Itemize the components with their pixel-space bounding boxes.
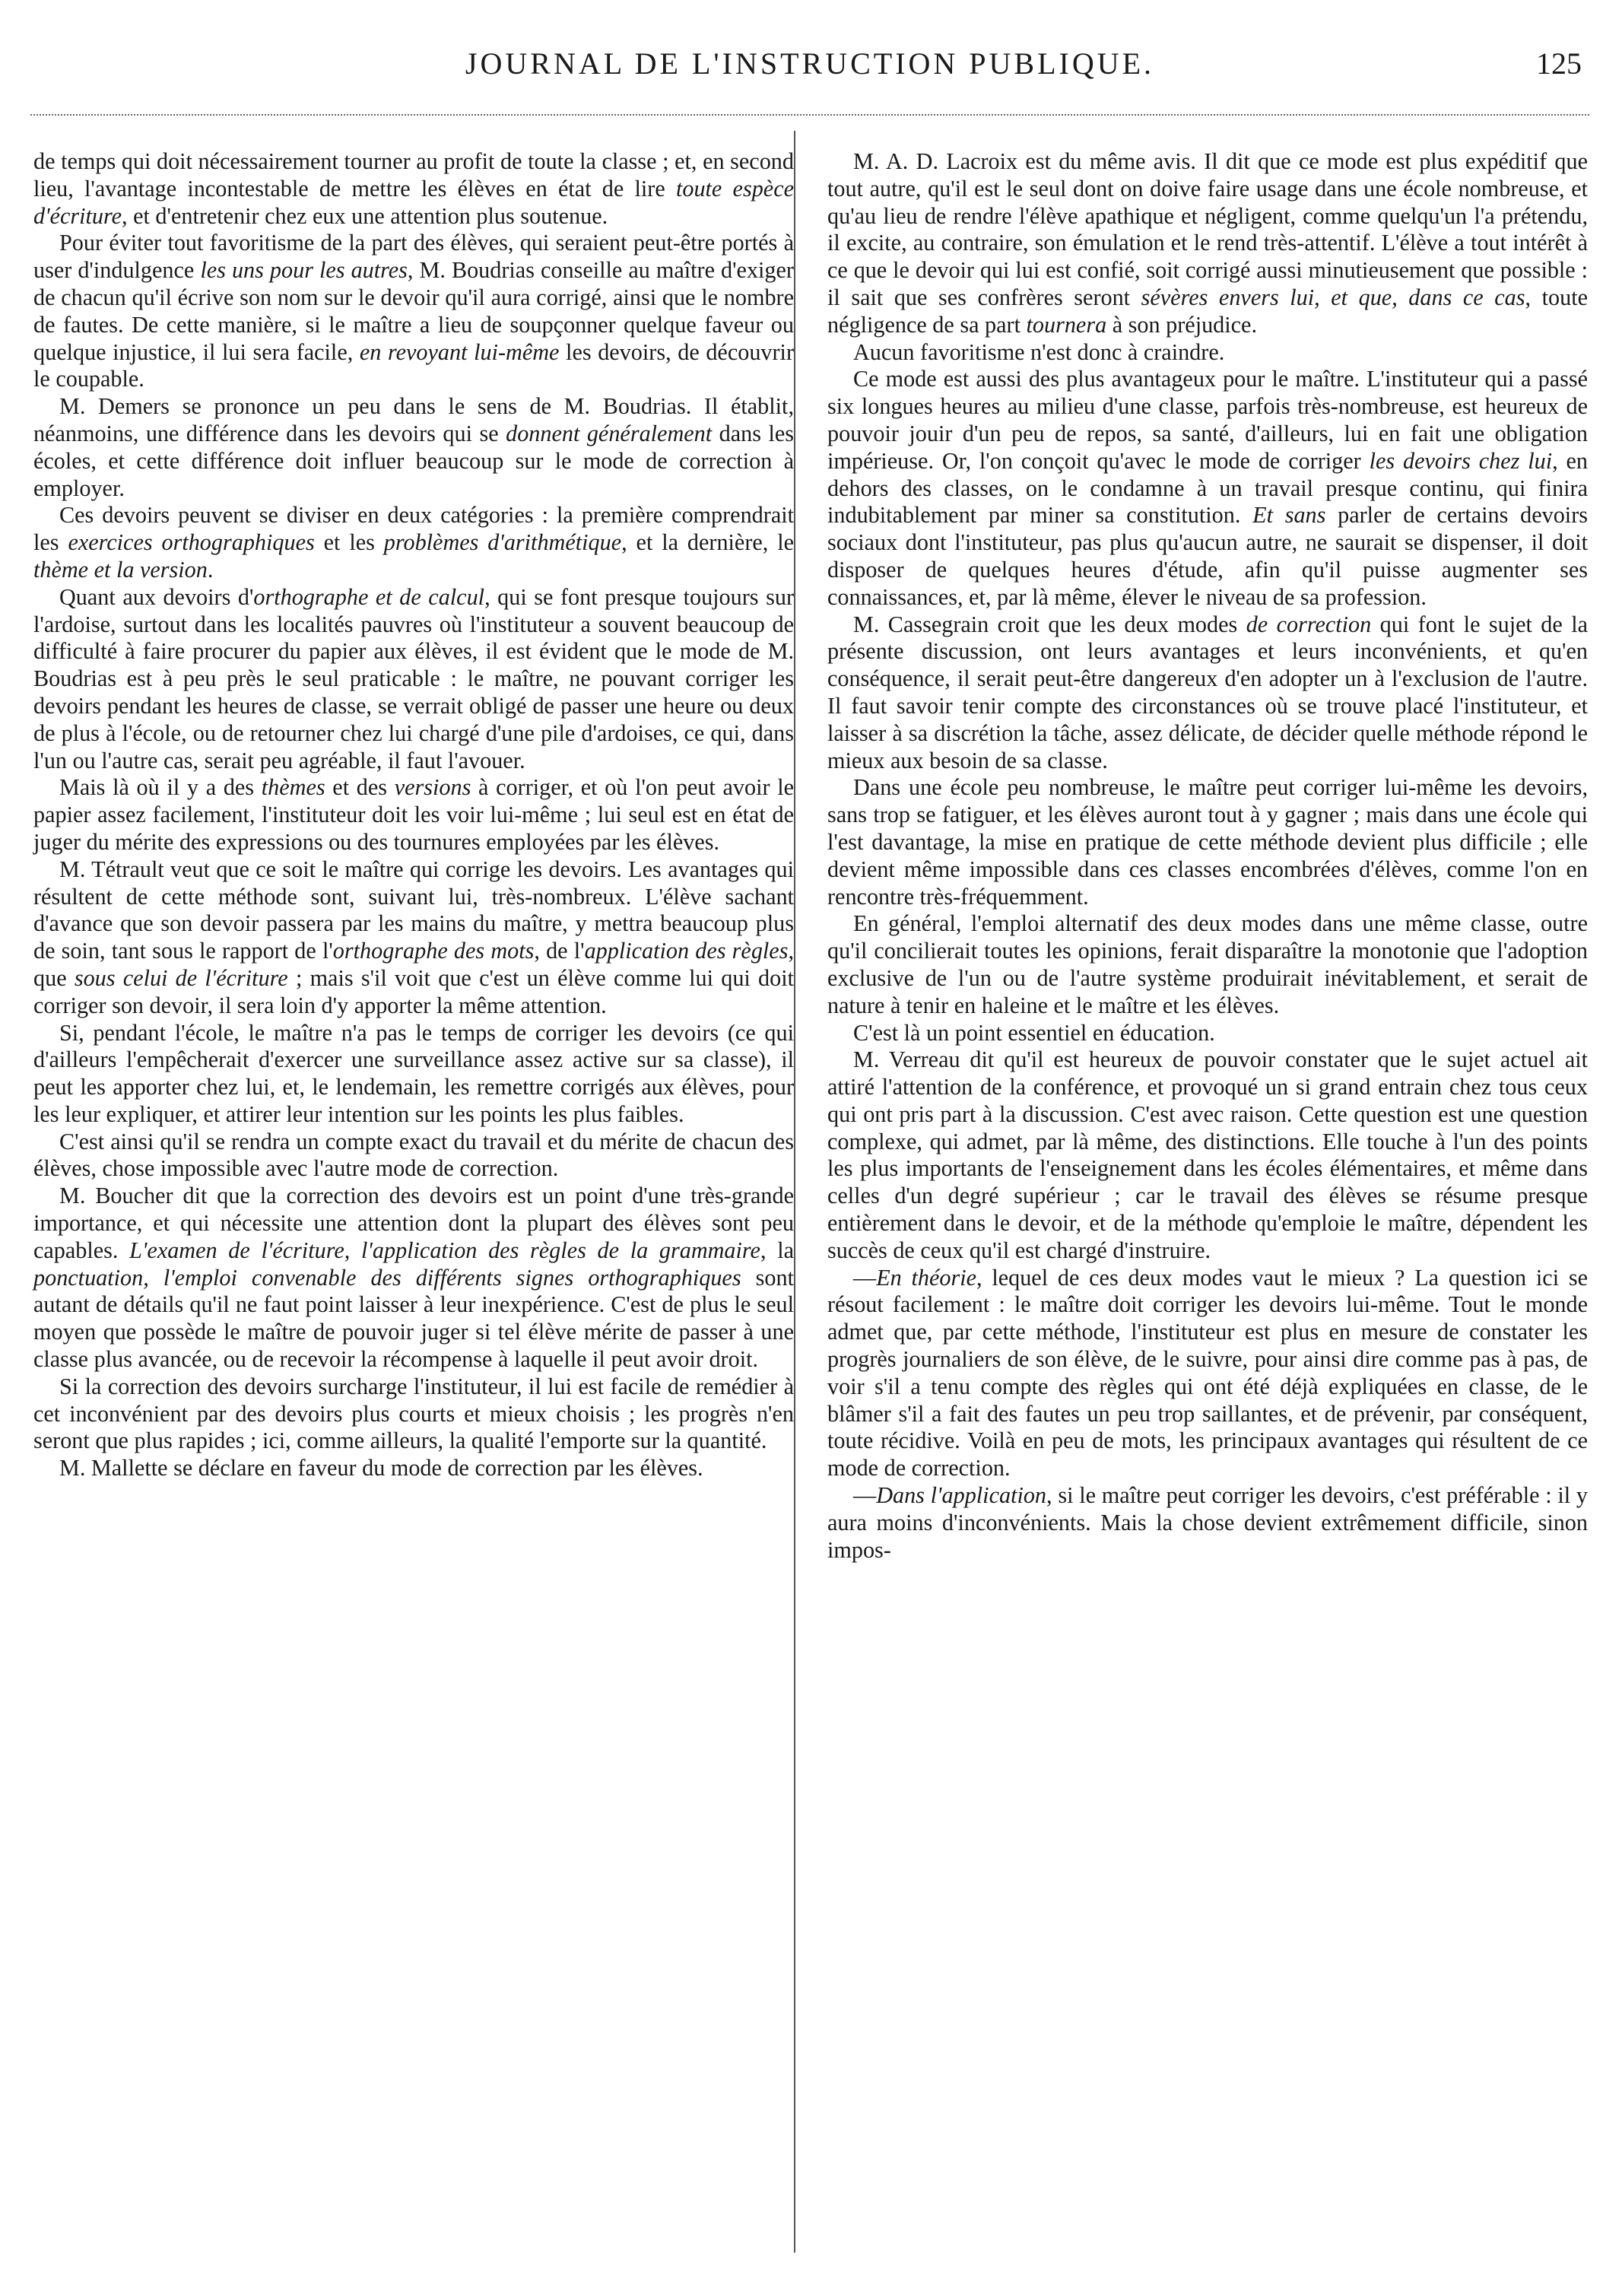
text-segment: , et d'entretenir chez eux une attention plus soutenue. (122, 202, 608, 229)
text-segment: , M. Boudrias conseille au maître d'exiger de chacun qu'il écrive son nom sur le devoir qu'il aura corrigé, ainsi que le nombre de fautes. De cette manière, si le maître a lieu de soupçonner quelque faveur ou quelque injustice, il lui sera facile, (33, 257, 794, 365)
italic-text: thème et la version (33, 556, 208, 583)
text-segment: Si, pendant l'école, le maître n'a pas le temps de corriger les devoirs (ce qui d'ailleurs l'empêcherait d'exercer une surveillance assez active sur sa classe), il peut les apporter chez lui, et, le lendemain, les remettre corrigés aux élèves, pour les leur expliquer, et attirer leur intention sur les points les plus faibles. (33, 1019, 794, 1127)
italic-text: les uns pour les autres (200, 257, 408, 284)
text-segment: , qui se font presque toujours sur l'ardoise, surtout dans les localités pauvres où l'instituteur a souvent beaucoup de difficulté à faire procurer du papier aux élèves, il est évident que le mode de M. Boudrias est à peu près le seul praticable : le maître, ne pouvant corriger les devoirs pendant les heures de classe, se verrait obligé de passer une heure ou deux de plus à l'école, ou de retourner chez lui chargé d'une pile d'ardoises, ce qui, dans l'un ou l'autre cas, serait peu agréable, il faut l'avouer. (33, 583, 794, 773)
italic-text: sévères envers lui, et que, dans ce cas (1141, 284, 1525, 310)
header-rule (30, 114, 1589, 116)
paragraph (827, 1482, 1588, 1564)
running-title: JOURNAL DE L'INSTRUCTION PUBLIQUE. (465, 46, 1155, 81)
text-segment: Ces devoirs peuvent se diviser en deux catégories : la première comprendrait les (33, 502, 794, 556)
italic-text: tournera (1026, 311, 1107, 338)
text-segment: — (853, 1264, 877, 1291)
paragraph (33, 584, 794, 775)
italic-text: versions (394, 774, 471, 801)
text-segment: M. Cassegrain croit que les deux modes (853, 611, 1246, 637)
paragraph (33, 1020, 794, 1129)
text-segment: , que (33, 938, 794, 991)
text-segment: M. Verreau dit qu'il est heureux de pouvoir constater que le sujet actuel ait attiré l'attention de la conférence, et provoqué un si grand entrain chez tous ceux qui ont pris part à la discussion. C'est avec raison. Cette question est une question complexe, qui admet, par là même, des distinctions. Elle touche à l'un des points les plus importants de l'enseignement dans les écoles élémentaires, et même dans celles d'un degré supérieur ; car le travail des élèves se résume presque entièrement dans le devoir, et de la méthode qu'emploie le maître, dépendent les succès de ceux qu'il est chargé d'instruire. (827, 1046, 1588, 1263)
text-segment: Ce mode est aussi des plus avantageux pour le maître. L'instituteur qui a passé six longues heures au milieu d'une classe, parfois très-nombreuse, est heureux de pouvoir jouir d'un peu de repos, sa santé, d'ailleurs, lui en fait une obligation impérieuse. Or, l'on conçoit qu'avec le mode de corriger (827, 366, 1588, 474)
text-segment: parler de certains devoirs sociaux dont l'instituteur, pas plus qu'aucun autre, ne saurait se dispenser, il doit disposer de quelques heures d'étude, afin qu'il puisse augmenter ses connaissances, et, par là même, élever le niveau de sa profession. (827, 502, 1588, 610)
text-segment: , la (760, 1237, 794, 1263)
italic-text: L'examen de l'écriture, l'application des règles de la grammaire (129, 1237, 760, 1263)
italic-text: les devoirs chez lui (1369, 447, 1553, 474)
italic-text: donnent généralement (506, 420, 713, 446)
italic-text: sous celui de l'écriture (74, 964, 288, 991)
text-segment: . (207, 556, 214, 583)
text-segment: Dans une école peu nombreuse, le maître peut corriger lui-même les devoirs, sans trop se fatiguer, et les élèves auront tout à y gagner ; mais dans une école qui l'est davantage, la mise en pratique de cette méthode devient plus difficile ; elle devient même impossible dans ces classes encombrées d'élèves, comme l'on en rencontre très-fréquemment. (827, 774, 1588, 910)
text-segment: de temps qui doit nécessairement tourner au profit de toute la classe ; et, en second lieu, l'avantage incontestable de mettre les élèves en état de lire (33, 148, 794, 202)
text-segment: sont autant de détails qu'il ne faut point laisser à leur inexpérience. C'est de plus le seul moyen que possède le maître de pouvoir juger si tel élève mérite de passer à une classe plus avancée, ou de recevoir la récompense à laquelle il peut avoir droit. (33, 1264, 794, 1373)
paragraph (33, 1373, 794, 1455)
paragraph (827, 774, 1588, 910)
text-segment: , toute négligence de sa part (827, 284, 1588, 338)
text-segment: M. Boucher dit que la correction des devoirs est un point d'une très-grande importance, et qui nécessite une attention dont la plupart des élèves sont peu capables. (33, 1183, 794, 1263)
text-segment: — (853, 1482, 877, 1509)
text-segment: Si la correction des devoirs surcharge l'instituteur, il lui est facile de remédier à cet inconvénient par des devoirs plus courts et mieux choisis ; les progrès n'en seront que plus rapides ; ici, comme ailleurs, la qualité l'emporte sur la quantité. (33, 1373, 794, 1454)
italic-text: Dans l'application (876, 1482, 1047, 1509)
text-segment: M. Tétrault veut que ce soit le maître qui corrige les devoirs. Les avantages qui résultent de cette méthode sont, suivant lui, très-nombreux. L'élève sachant d'avance que son devoir passera par les mains du maître, y mettra beaucoup plus de soin, tant sous le rapport de l' (33, 856, 794, 964)
paragraph (33, 1129, 794, 1183)
italic-text: ponctuation, l'emploi convenable des différents signes orthographiques (33, 1264, 741, 1291)
italic-text: de correction (1246, 611, 1372, 637)
paragraph (827, 366, 1588, 611)
paragraph (827, 148, 1588, 339)
italic-text: exercices orthographiques (68, 529, 315, 556)
paragraph (827, 1265, 1588, 1482)
right-column (827, 148, 1588, 1564)
text-segment: M. Mallette se déclare en faveur du mode de correction par les élèves. (59, 1455, 703, 1481)
text-segment: qui font le sujet de la présente discussion, ont leurs avantages et leurs inconvénients, et qu'en conséquence, il serait peut-être dangereux d'en adopter un à l'exclusion de l'autre. Il faut savoir tenir compte des circonstances où se trouve placé l'instituteur, et laisser à sa discrétion la tâche, assez délicate, de décider quelle méthode répond le mieux aux besoin de sa classe. (827, 611, 1589, 773)
paragraph (827, 611, 1588, 775)
text-segment: , et la dernière, le (621, 529, 794, 556)
italic-text: orthographe des mots (332, 938, 535, 964)
text-segment: Pour éviter tout favoritisme de la part des élèves, qui seraient peut-être portés à user d'indulgence (33, 230, 794, 284)
text-segment: En général, l'emploi alternatif des deux modes dans une même classe, outre qu'il concilierait toutes les opinions, ferait disparaître la monotonie que l'adoption exclusive de l'un ou de l'autre système produirait inévitablement, et serait de nature à tenir en haleine et le maître et les élèves. (827, 910, 1588, 1018)
text-segment: ; mais s'il voit que c'est un élève comme lui qui doit corriger son devoir, il sera loin d'y apporter la même attention. (33, 964, 795, 1018)
page-number: 125 (1536, 46, 1582, 81)
paragraph (827, 339, 1588, 367)
text-segment: Aucun favoritisme n'est donc à craindre. (853, 338, 1225, 365)
page-header (30, 46, 1589, 91)
text-segment: les devoirs, de découvrir le coupable. (33, 338, 795, 392)
paragraph (33, 230, 794, 393)
text-segment: C'est ainsi qu'il se rendra un compte exact du travail et du mérite de chacun des élèves, chose impossible avec l'autre mode de correction. (33, 1128, 794, 1182)
italic-text: en revoyant lui-même (359, 338, 560, 365)
column-rule (794, 131, 795, 2253)
text-segment: et des (325, 774, 395, 801)
paragraph (33, 148, 794, 230)
text-segment: dans les écoles, et cette différence doit influer beaucoup sur le mode de correction à employer. (33, 420, 794, 501)
paragraph (827, 1020, 1588, 1047)
text-segment: à corriger, et où l'on peut avoir le papier assez facilement, l'instituteur doit les voir lui-même ; lui seul est en état de juger du mérite des expressions ou des tournures employées par les élèves. (33, 774, 795, 855)
text-segment: , en dehors des classes, on le condamne à un travail presque continu, qui finira indubitablement par miner sa constitution. (827, 447, 1588, 529)
paragraph (33, 856, 794, 1020)
text-segment: Mais là où il y a des (59, 774, 262, 801)
text-segment: à son préjudice. (1106, 311, 1257, 338)
text-segment: M. A. D. Lacroix est du même avis. Il dit que ce mode est plus expéditif que tout autre, qu'il est le seul dont on doive faire usage dans une école nombreuse, et qu'au lieu de rendre l'élève apathique et négligent, comme quelqu'un l'a prétendu, il excite, au contraire, son émulation et le rend très-attentif. L'élève a tout intérêt à ce que le devoir qui lui est confié, soit corrigé aussi minutieusement que possible : il sait que ses confrères seront (827, 148, 1588, 310)
paragraph (827, 910, 1588, 1019)
italic-text: thèmes (261, 774, 325, 801)
paragraph (33, 393, 794, 502)
italic-text: problèmes d'arithmétique (383, 529, 622, 556)
paragraph (33, 774, 794, 856)
text-segment: , de l' (534, 938, 585, 964)
text-segment: , si le maître peut corriger les devoirs, c'est préférable : il y aura moins d'inconvénients. Mais la chose devient extrêmement difficile, sinon impos- (827, 1482, 1588, 1563)
italic-text: application des règles (584, 938, 789, 964)
text-segment: Quant aux devoirs d' (59, 583, 254, 610)
paragraph (33, 1455, 794, 1482)
left-column (33, 148, 794, 1482)
paragraph (827, 1046, 1588, 1264)
text-segment: M. Demers se prononce un peu dans le sens de M. Boudrias. Il établit, néanmoins, une différence dans les devoirs qui se (33, 393, 794, 446)
paragraph (33, 502, 794, 583)
paragraph (33, 1183, 794, 1373)
italic-text: Et sans (1252, 502, 1326, 529)
italic-text: En théorie (876, 1264, 977, 1291)
text-segment: , lequel de ces deux modes vaut le mieux ? La question ici se résout facilement : le maître doit corriger les devoirs lui-même. Tout le monde admet que, par cette méthode, l'instituteur est plus en mesure de constater les progrès journaliers de son élève, de le suivre, pour ainsi dire comme pas à pas, de voir s'il a tenu compte des règles qui ont été déjà expliquées en classe, de le blâmer s'il a fait des fautes un peu trop saillantes, et de prévenir, par conséquent, toute récidive. Voilà en peu de mots, les principaux avantages qui résultent de ce mode de correction. (827, 1264, 1589, 1481)
text-segment: C'est là un point essentiel en éducation. (853, 1019, 1215, 1046)
italic-text: orthographe et de calcul (253, 583, 485, 610)
text-segment: et les (314, 529, 384, 556)
italic-text: toute espèce d'écriture (33, 175, 794, 229)
